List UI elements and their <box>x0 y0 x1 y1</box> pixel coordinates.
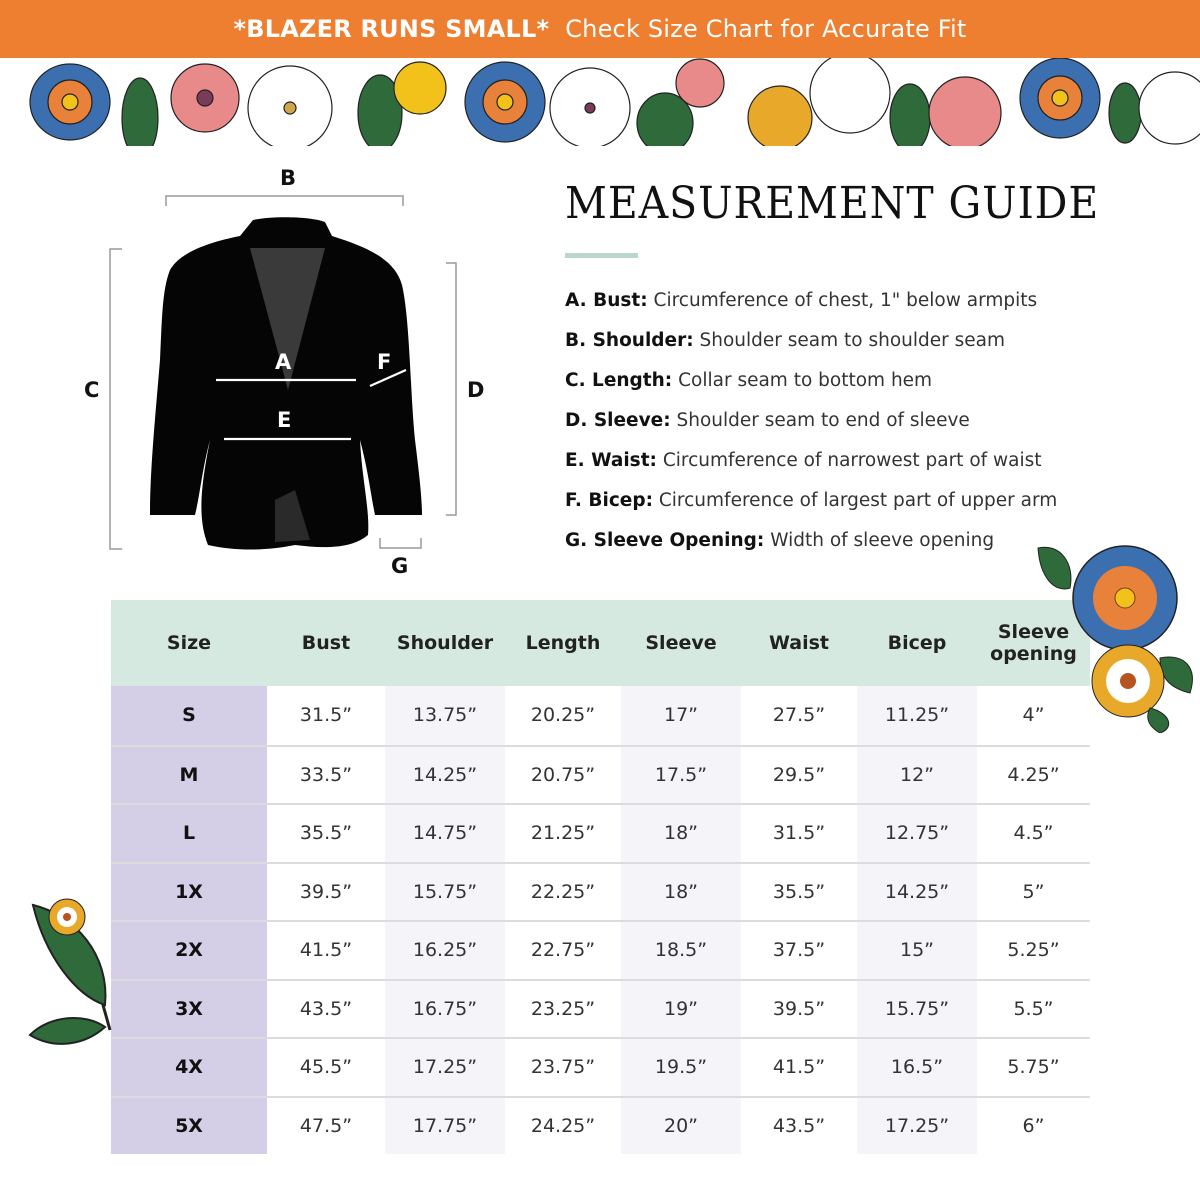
flower-decoration-left <box>25 895 115 1059</box>
measurement-cell: 37.5” <box>772 939 826 962</box>
label-d: D <box>467 378 485 402</box>
header-shoulder: Shoulder <box>396 632 494 654</box>
floral-border <box>0 58 1200 146</box>
measurement-cell: 17.25” <box>857 1098 977 1155</box>
measurement-guide-list <box>565 290 1085 570</box>
measurement-cell: 31.5” <box>772 822 826 845</box>
measurement-cell: 13.75” <box>385 686 505 745</box>
measurement-cell: 45.5” <box>299 1056 353 1079</box>
guide-item-sleeve: D. Sleeve: Shoulder seam to end of sleeve <box>565 410 970 431</box>
label-b: B <box>280 166 297 190</box>
guide-item-bust: A. Bust: Circumference of chest, 1" below armpits <box>565 290 1038 311</box>
size-label-cell: 3X <box>111 981 267 1038</box>
header-waist: Waist <box>768 632 829 654</box>
measurement-cell: 12” <box>857 747 977 804</box>
table-row <box>111 686 1090 745</box>
label-e: E <box>277 408 292 432</box>
measurement-cell: 5.75” <box>1007 1056 1060 1079</box>
table-row <box>111 1037 1090 1096</box>
top-banner <box>0 0 1200 58</box>
measurement-cell: 41.5” <box>772 1056 826 1079</box>
measurement-cell: 15.75” <box>385 864 505 921</box>
header-sleeve-opening: Sleeve opening <box>990 621 1077 665</box>
measurement-cell: 4.25” <box>1007 763 1060 786</box>
measurement-cell: 35.5” <box>772 880 826 903</box>
measurement-cell: 11.25” <box>857 686 977 745</box>
size-label-cell: 5X <box>111 1098 267 1155</box>
measurement-cell: 31.5” <box>299 704 353 727</box>
size-label-cell: 2X <box>111 922 267 979</box>
measurement-cell: 23.25” <box>530 997 596 1020</box>
measurement-cell: 5.25” <box>1007 939 1060 962</box>
measurement-cell: 14.75” <box>385 805 505 862</box>
table-row <box>111 920 1090 979</box>
measurement-cell: 23.75” <box>530 1056 596 1079</box>
guide-item-waist: E. Waist: Circumference of narrowest part of waist <box>565 450 1042 471</box>
guide-item-length: C. Length: Collar seam to bottom hem <box>565 370 933 391</box>
measurement-cell: 17” <box>621 686 741 745</box>
guide-title: MEASUREMENT GUIDE <box>565 178 1100 229</box>
measurement-cell: 18.5” <box>621 922 741 979</box>
table-row <box>111 862 1090 921</box>
measurement-cell: 18” <box>621 864 741 921</box>
size-label-cell: M <box>111 747 267 804</box>
measurement-cell: 43.5” <box>299 997 353 1020</box>
measurement-cell: 15.75” <box>857 981 977 1038</box>
measurement-cell: 12.75” <box>857 805 977 862</box>
header-length: Length <box>525 632 601 654</box>
measurement-cell: 15” <box>857 922 977 979</box>
label-a: A <box>275 350 292 374</box>
size-label-cell: 1X <box>111 864 267 921</box>
banner-emphasis: *BLAZER RUNS SMALL* <box>233 15 550 43</box>
measurement-cell: 5.5” <box>1013 997 1054 1020</box>
size-label-cell: L <box>111 805 267 862</box>
label-f: F <box>377 350 392 374</box>
measurement-cell: 16.75” <box>385 981 505 1038</box>
measurement-cell: 14.25” <box>385 747 505 804</box>
measurement-cell: 16.25” <box>385 922 505 979</box>
measurement-cell: 27.5” <box>772 704 826 727</box>
size-label-cell: S <box>111 686 267 745</box>
blazer-silhouette-icon <box>70 160 490 590</box>
table-row <box>111 1096 1090 1155</box>
measurement-cell: 17.75” <box>385 1098 505 1155</box>
measurement-cell: 39.5” <box>299 880 353 903</box>
flower-cluster-icon <box>1030 538 1200 733</box>
measurement-cell: 19” <box>621 981 741 1038</box>
measurement-cell: 4.5” <box>1013 822 1054 845</box>
floral-pattern-icon <box>0 58 1200 146</box>
measurement-cell: 43.5” <box>772 1114 826 1137</box>
table-row <box>111 803 1090 862</box>
flower-decoration-right <box>1030 538 1200 737</box>
measurement-cell: 16.5” <box>857 1039 977 1096</box>
measurement-cell: 20” <box>621 1098 741 1155</box>
measurement-cell: 6” <box>1022 1114 1045 1137</box>
measurement-cell: 22.75” <box>530 939 596 962</box>
table-body <box>111 686 1090 1154</box>
measurement-cell: 47.5” <box>299 1114 353 1137</box>
banner-text: Check Size Chart for Accurate Fit <box>565 15 967 43</box>
measurement-cell: 21.25” <box>530 822 596 845</box>
measurement-cell: 19.5” <box>621 1039 741 1096</box>
header-bust: Bust <box>301 632 351 654</box>
flower-stem-icon <box>25 895 115 1055</box>
size-chart-table <box>111 600 1090 1154</box>
measurement-cell: 35.5” <box>299 822 353 845</box>
measurement-cell: 24.25” <box>530 1114 596 1137</box>
guide-item-bicep: F. Bicep: Circumference of largest part of upper arm <box>565 490 1058 511</box>
measurement-cell: 33.5” <box>299 763 353 786</box>
blazer-diagram <box>70 160 490 590</box>
measurement-cell: 22.25” <box>530 880 596 903</box>
measurement-cell: 18” <box>621 805 741 862</box>
measurement-cell: 5” <box>1022 880 1045 903</box>
label-c: C <box>84 378 100 402</box>
label-g: G <box>391 554 409 578</box>
table-row <box>111 979 1090 1038</box>
header-sleeve: Sleeve <box>645 632 717 654</box>
measurement-cell: 20.25” <box>530 704 596 727</box>
measurement-cell: 14.25” <box>857 864 977 921</box>
measurement-cell: 17.25” <box>385 1039 505 1096</box>
table-row <box>111 745 1090 804</box>
measurement-cell: 41.5” <box>299 939 353 962</box>
table-header <box>111 600 1090 686</box>
header-size: Size <box>166 632 212 654</box>
measurement-cell: 29.5” <box>772 763 826 786</box>
guide-item-sleeve-opening: G. Sleeve Opening: Width of sleeve opening <box>565 530 995 551</box>
measurement-cell: 17.5” <box>621 747 741 804</box>
measurement-cell: 39.5” <box>772 997 826 1020</box>
measurement-cell: 4” <box>1022 704 1045 727</box>
measurement-cell: 20.75” <box>530 763 596 786</box>
guide-item-shoulder: B. Shoulder: Shoulder seam to shoulder seam <box>565 330 1006 351</box>
header-bicep: Bicep <box>887 632 947 654</box>
title-divider <box>565 253 638 258</box>
size-label-cell: 4X <box>111 1039 267 1096</box>
